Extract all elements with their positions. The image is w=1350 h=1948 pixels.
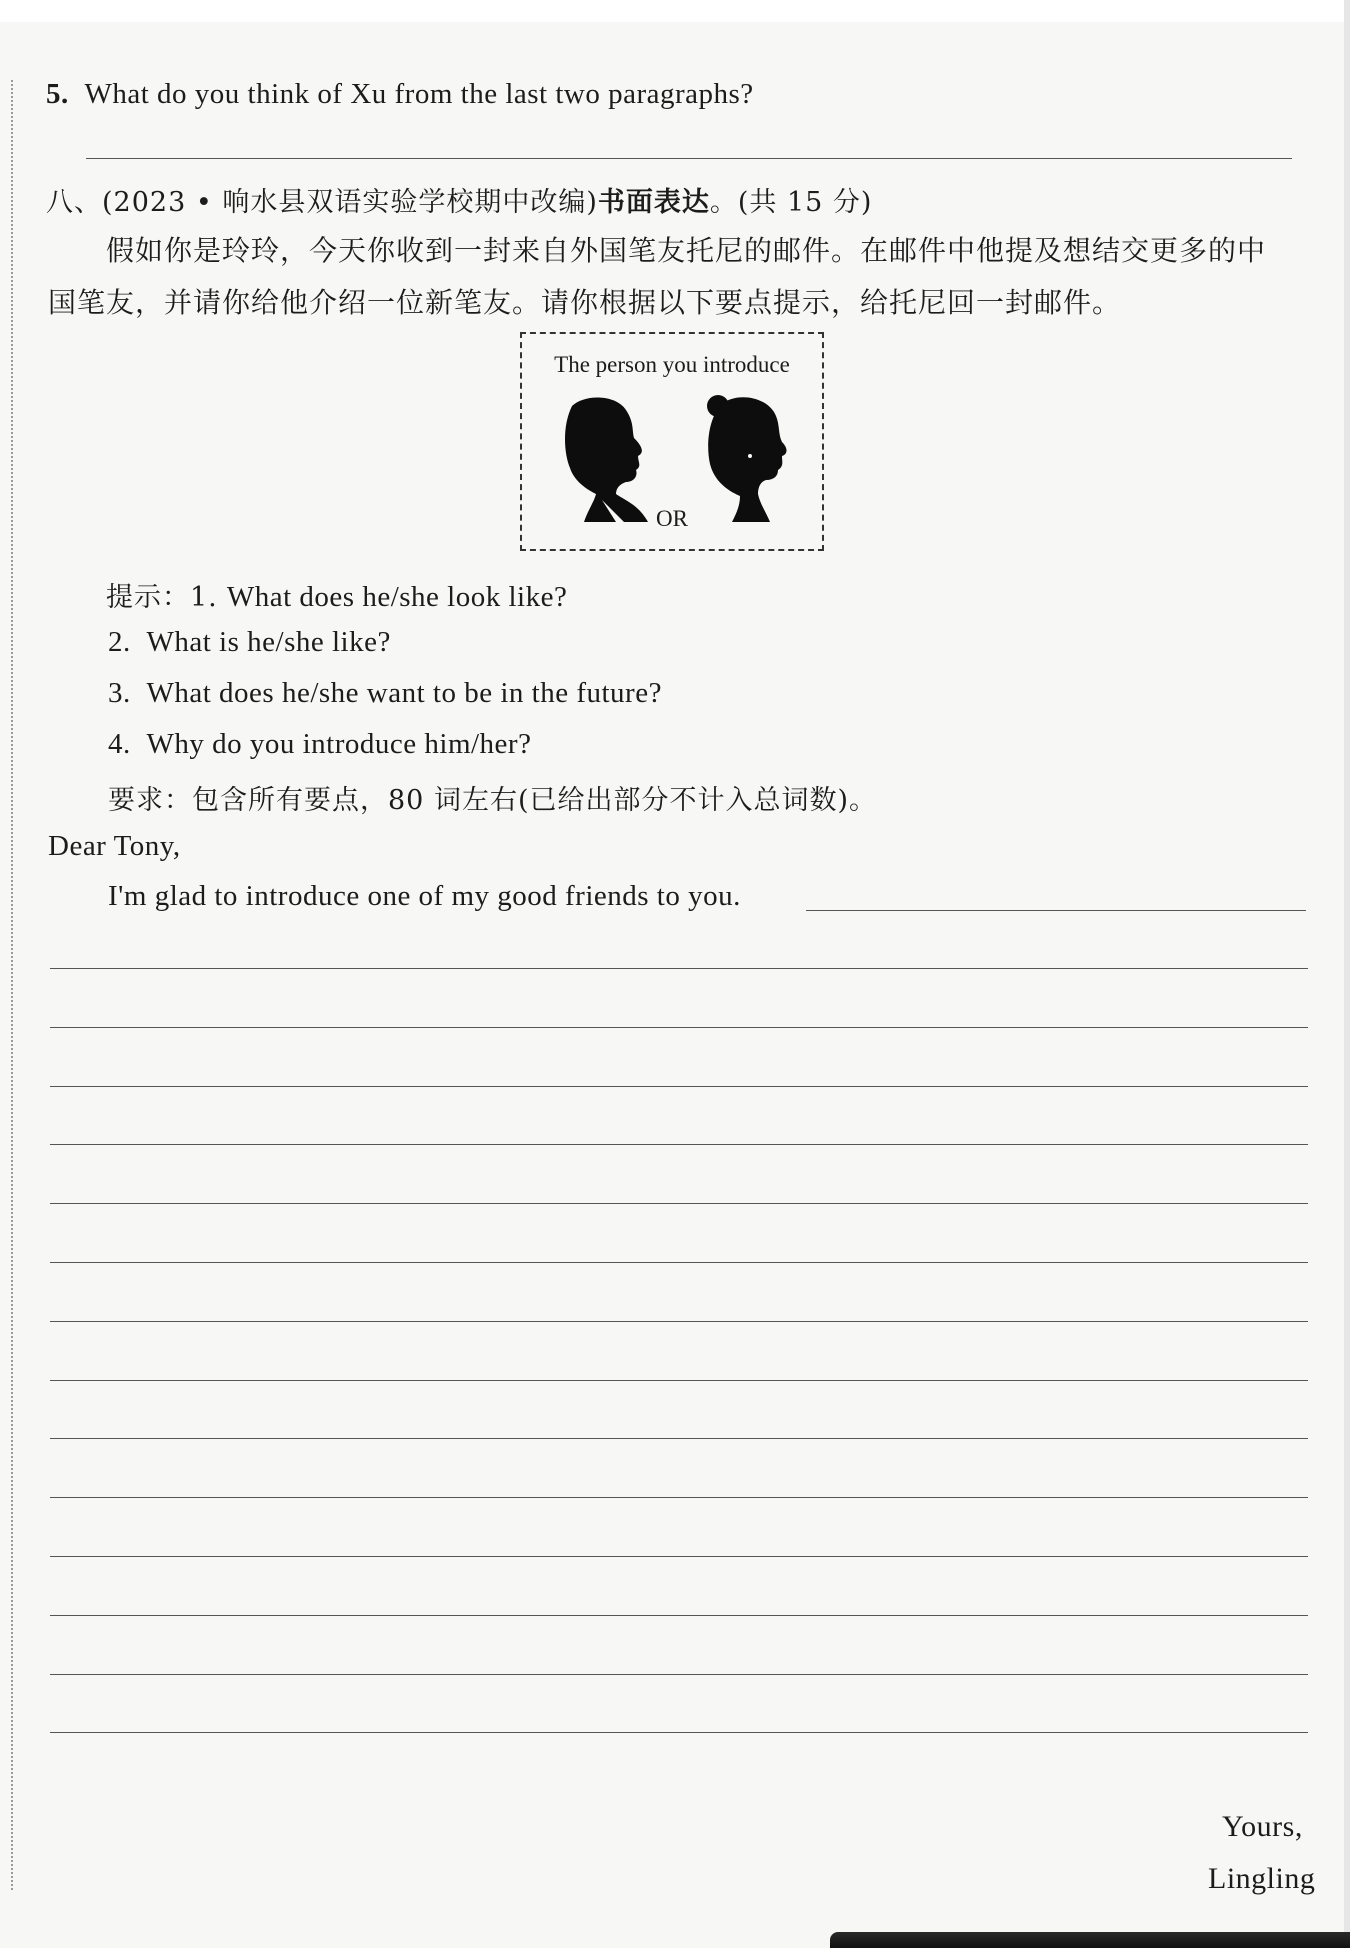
- section-heading: [46, 180, 872, 219]
- binding-margin-line: [11, 80, 13, 1890]
- writing-line[interactable]: [50, 968, 1308, 969]
- question-5: [46, 78, 754, 111]
- writing-line-first[interactable]: [806, 910, 1306, 911]
- writing-line[interactable]: [50, 1144, 1308, 1145]
- writing-line[interactable]: [50, 1615, 1308, 1616]
- letter-greeting: Dear Tony,: [48, 830, 181, 862]
- question-text: What do you think of Xu from the last two paragraphs?: [84, 78, 754, 110]
- person-figure-box: [520, 332, 824, 551]
- page-edge: [1344, 0, 1350, 1948]
- hint-4-number: 4.: [108, 728, 131, 760]
- letter-signature: Lingling: [1208, 1862, 1316, 1895]
- section-heading-title: 书面表达: [597, 187, 710, 218]
- scan-edge-shadow: [830, 1932, 1350, 1948]
- question-number: 5.: [46, 78, 69, 110]
- answer-line-q5[interactable]: [86, 158, 1292, 159]
- hint-4-text: Why do you introduce him/her?: [146, 728, 532, 760]
- writing-line[interactable]: [50, 1027, 1308, 1028]
- prompt-line-2: 国笔友，并请你给他介绍一位新笔友。请你根据以下要点提示，给托尼回一封邮件。: [48, 286, 1122, 319]
- section-heading-source: 八、(2023 • 响水县双语实验学校期中改编): [46, 187, 598, 218]
- letter-closing: Yours,: [1222, 1810, 1303, 1843]
- section-heading-score: 。(共 15 分): [709, 187, 873, 218]
- hint-2-number: 2.: [108, 626, 131, 658]
- writing-line[interactable]: [50, 1086, 1308, 1087]
- hint-4: [108, 728, 531, 761]
- hint-1: [106, 575, 567, 614]
- hint-1-text: What does he/she look like?: [226, 581, 568, 613]
- writing-line[interactable]: [50, 1674, 1308, 1675]
- writing-line[interactable]: [50, 1321, 1308, 1322]
- girl-silhouette-icon: [696, 392, 796, 524]
- hint-3-text: What does he/she want to be in the future?: [146, 677, 662, 709]
- requirement-text: 要求：包含所有要点，80 词左右(已给出部分不计入总词数)。: [108, 785, 878, 816]
- letter-opening: I'm glad to introduce one of my good friends to you.: [108, 880, 741, 912]
- writing-line[interactable]: [50, 1203, 1308, 1204]
- figure-caption: The person you introduce: [554, 352, 790, 377]
- hint-label: 提示：1.: [106, 582, 218, 613]
- figure-or-label: OR: [656, 506, 688, 531]
- writing-line[interactable]: [50, 1732, 1308, 1733]
- writing-line[interactable]: [50, 1556, 1308, 1557]
- writing-line[interactable]: [50, 1380, 1308, 1381]
- writing-line[interactable]: [50, 1438, 1308, 1439]
- prompt-line-1: 假如你是玲玲，今天你收到一封来自外国笔友托尼的邮件。在邮件中他提及想结交更多的中: [106, 234, 1267, 267]
- boy-silhouette-icon: [554, 396, 654, 524]
- hint-3-number: 3.: [108, 677, 131, 709]
- hint-2: [108, 626, 391, 659]
- writing-line[interactable]: [50, 1497, 1308, 1498]
- writing-line[interactable]: [50, 1262, 1308, 1263]
- hint-3: [108, 677, 662, 710]
- hint-2-text: What is he/she like?: [146, 626, 391, 658]
